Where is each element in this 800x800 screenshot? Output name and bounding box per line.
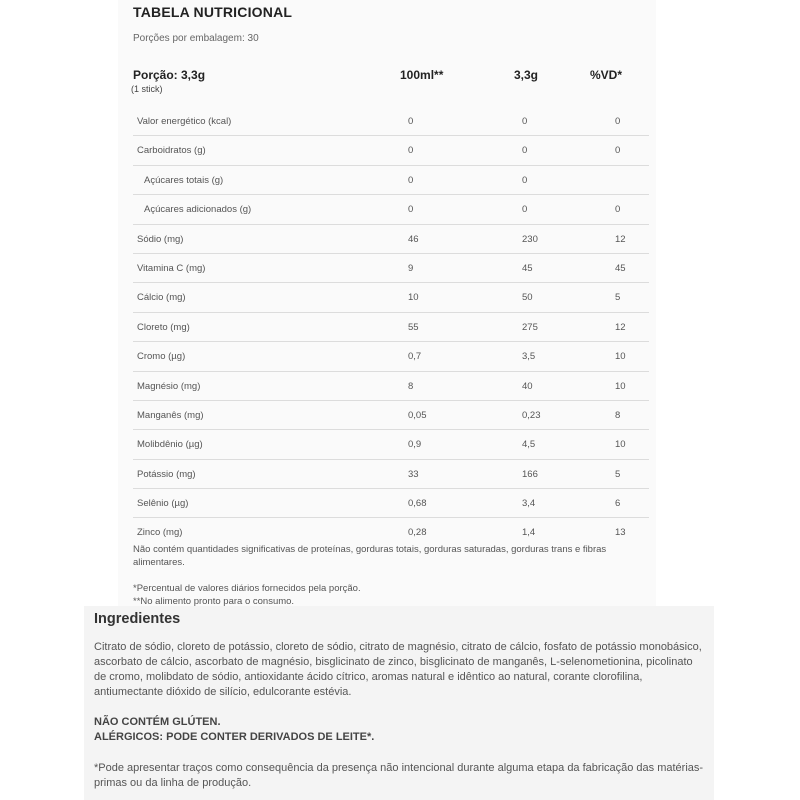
value-per-100ml: 0,05 [408,409,427,421]
value-vd: 12 [615,321,626,333]
value-vd: 45 [615,262,626,274]
value-vd: 5 [615,468,621,480]
value-vd: 0 [615,145,621,157]
table-row [133,342,649,371]
value-vd: 8 [615,409,621,421]
servings-per-package: Porções por embalagem: 30 [133,33,259,44]
value-vd: 10 [615,380,626,392]
value-vd: 0 [615,204,621,216]
table-row [133,195,649,224]
ready-to-consume-footnote: **No alimento pronto para o consumo. [133,596,295,607]
table-row [133,166,649,195]
not-significant-note: Não contém quantidades significativas de proteínas, gorduras totais, gorduras saturadas, gorduras trans e fibras alimentares. [133,544,607,568]
value-per-portion: 50 [522,292,533,304]
value-per-100ml: 46 [408,233,419,245]
nutrient-name: Sódio (mg) [137,233,184,245]
value-vd: 6 [615,498,621,510]
column-header-portion-grams: 3,3g [514,68,539,82]
value-per-100ml: 0 [408,116,414,127]
nutrient-name: Valor energético (kcal) [137,116,232,127]
value-per-portion: 0,23 [522,409,541,421]
value-per-100ml: 0 [408,204,414,216]
value-per-100ml: 9 [408,262,414,274]
value-vd: 10 [615,439,626,451]
table-row [133,372,649,401]
value-per-portion: 45 [522,262,533,274]
table-row [133,430,649,459]
value-per-100ml: 0 [408,174,414,186]
table-row [133,460,649,489]
table-row [133,489,649,518]
value-per-portion: 0 [522,116,528,127]
nutrient-name: Magnésio (mg) [137,380,201,392]
value-per-portion: 4,5 [522,439,536,451]
value-per-portion: 3,4 [522,498,536,510]
column-header-100ml: 100ml** [400,68,444,82]
footnotes [133,582,653,608]
traces-footnote: *Pode apresentar traços como consequência da presença não intencional durante alguma etapa da fabricação das matérias-primas ou da linha de produção. [94,762,704,789]
table-row [133,225,649,254]
column-header-portion: Porção: 3,3g [133,68,206,82]
ingredients-text: Citrato de sódio, cloreto de potássio, cloreto de sódio, citrato de magnésio, citrato de cálcio, fosfato de potássio monobásico, ascorbato de cálcio, ascorbato de magnésio, bisglicinato de zinco, bisglicinato de manganês, L-selenometionina, picolinato de cromo, molibdato de sódio, antioxidante ácido cítrico, aromas natural e idêntico ao natural, corante clorofilina, antiumectante dióxido de silício, edulcorante estévia. [94,641,702,698]
portion-subtitle: (1 stick) [131,84,163,94]
nutrient-name: Carboidratos (g) [137,145,206,157]
nutrient-name: Molibdênio (µg) [137,439,203,451]
nutrient-name: Cálcio (mg) [137,292,186,304]
value-per-portion: 230 [522,233,538,245]
nutrient-name: Cromo (µg) [137,351,186,363]
value-per-100ml: 33 [408,468,419,480]
value-vd: 12 [615,233,626,245]
value-vd: 10 [615,351,626,363]
nutrition-title: TABELA NUTRICIONAL [133,4,293,20]
column-header-vd: %VD* [590,68,623,82]
table-row [133,107,649,136]
value-per-portion: 275 [522,321,538,333]
nutrient-name: Zinco (mg) [137,527,183,539]
value-per-portion: 0 [522,174,528,186]
nutrient-name: Manganês (mg) [137,409,204,421]
value-vd: 5 [615,292,621,304]
value-per-portion: 40 [522,380,533,392]
value-per-100ml: 55 [408,321,419,333]
value-per-100ml: 0,28 [408,527,427,539]
value-per-portion: 0 [522,145,528,157]
ingredients-title: Ingredientes [94,611,181,627]
value-per-100ml: 0 [408,145,414,157]
value-per-portion: 3,5 [522,351,536,363]
value-per-100ml: 0,7 [408,351,422,363]
value-per-portion: 1,4 [522,527,536,539]
allergen-warning: ALÉRGICOS: PODE CONTER DERIVADOS DE LEITE*. [94,731,375,743]
table-row [133,313,649,342]
value-per-portion: 0 [522,204,528,216]
value-per-100ml: 8 [408,380,414,392]
table-row [133,283,649,312]
value-vd: 0 [615,116,621,127]
allergen-warnings [94,715,374,745]
table-row [133,254,649,283]
nutrient-name: Açúcares adicionados (g) [144,204,252,216]
gluten-warning: NÃO CONTÉM GLÚTEN. [94,716,221,728]
value-per-100ml: 0,68 [408,498,427,510]
nutrient-name: Cloreto (mg) [137,321,190,333]
table-row [133,136,649,165]
value-per-100ml: 10 [408,292,419,304]
value-per-100ml: 0,9 [408,439,422,451]
nutrient-name: Açúcares totais (g) [144,174,224,186]
value-per-portion: 166 [522,468,538,480]
nutrient-name: Potássio (mg) [137,468,196,480]
table-row [133,401,649,430]
nutrition-table [133,107,649,547]
nutrient-name: Vitamina C (mg) [137,262,206,274]
value-vd: 13 [615,527,626,539]
vd-footnote: *Percentual de valores diários fornecidos pela porção. [133,583,361,594]
nutrient-name: Selênio (µg) [137,498,189,510]
